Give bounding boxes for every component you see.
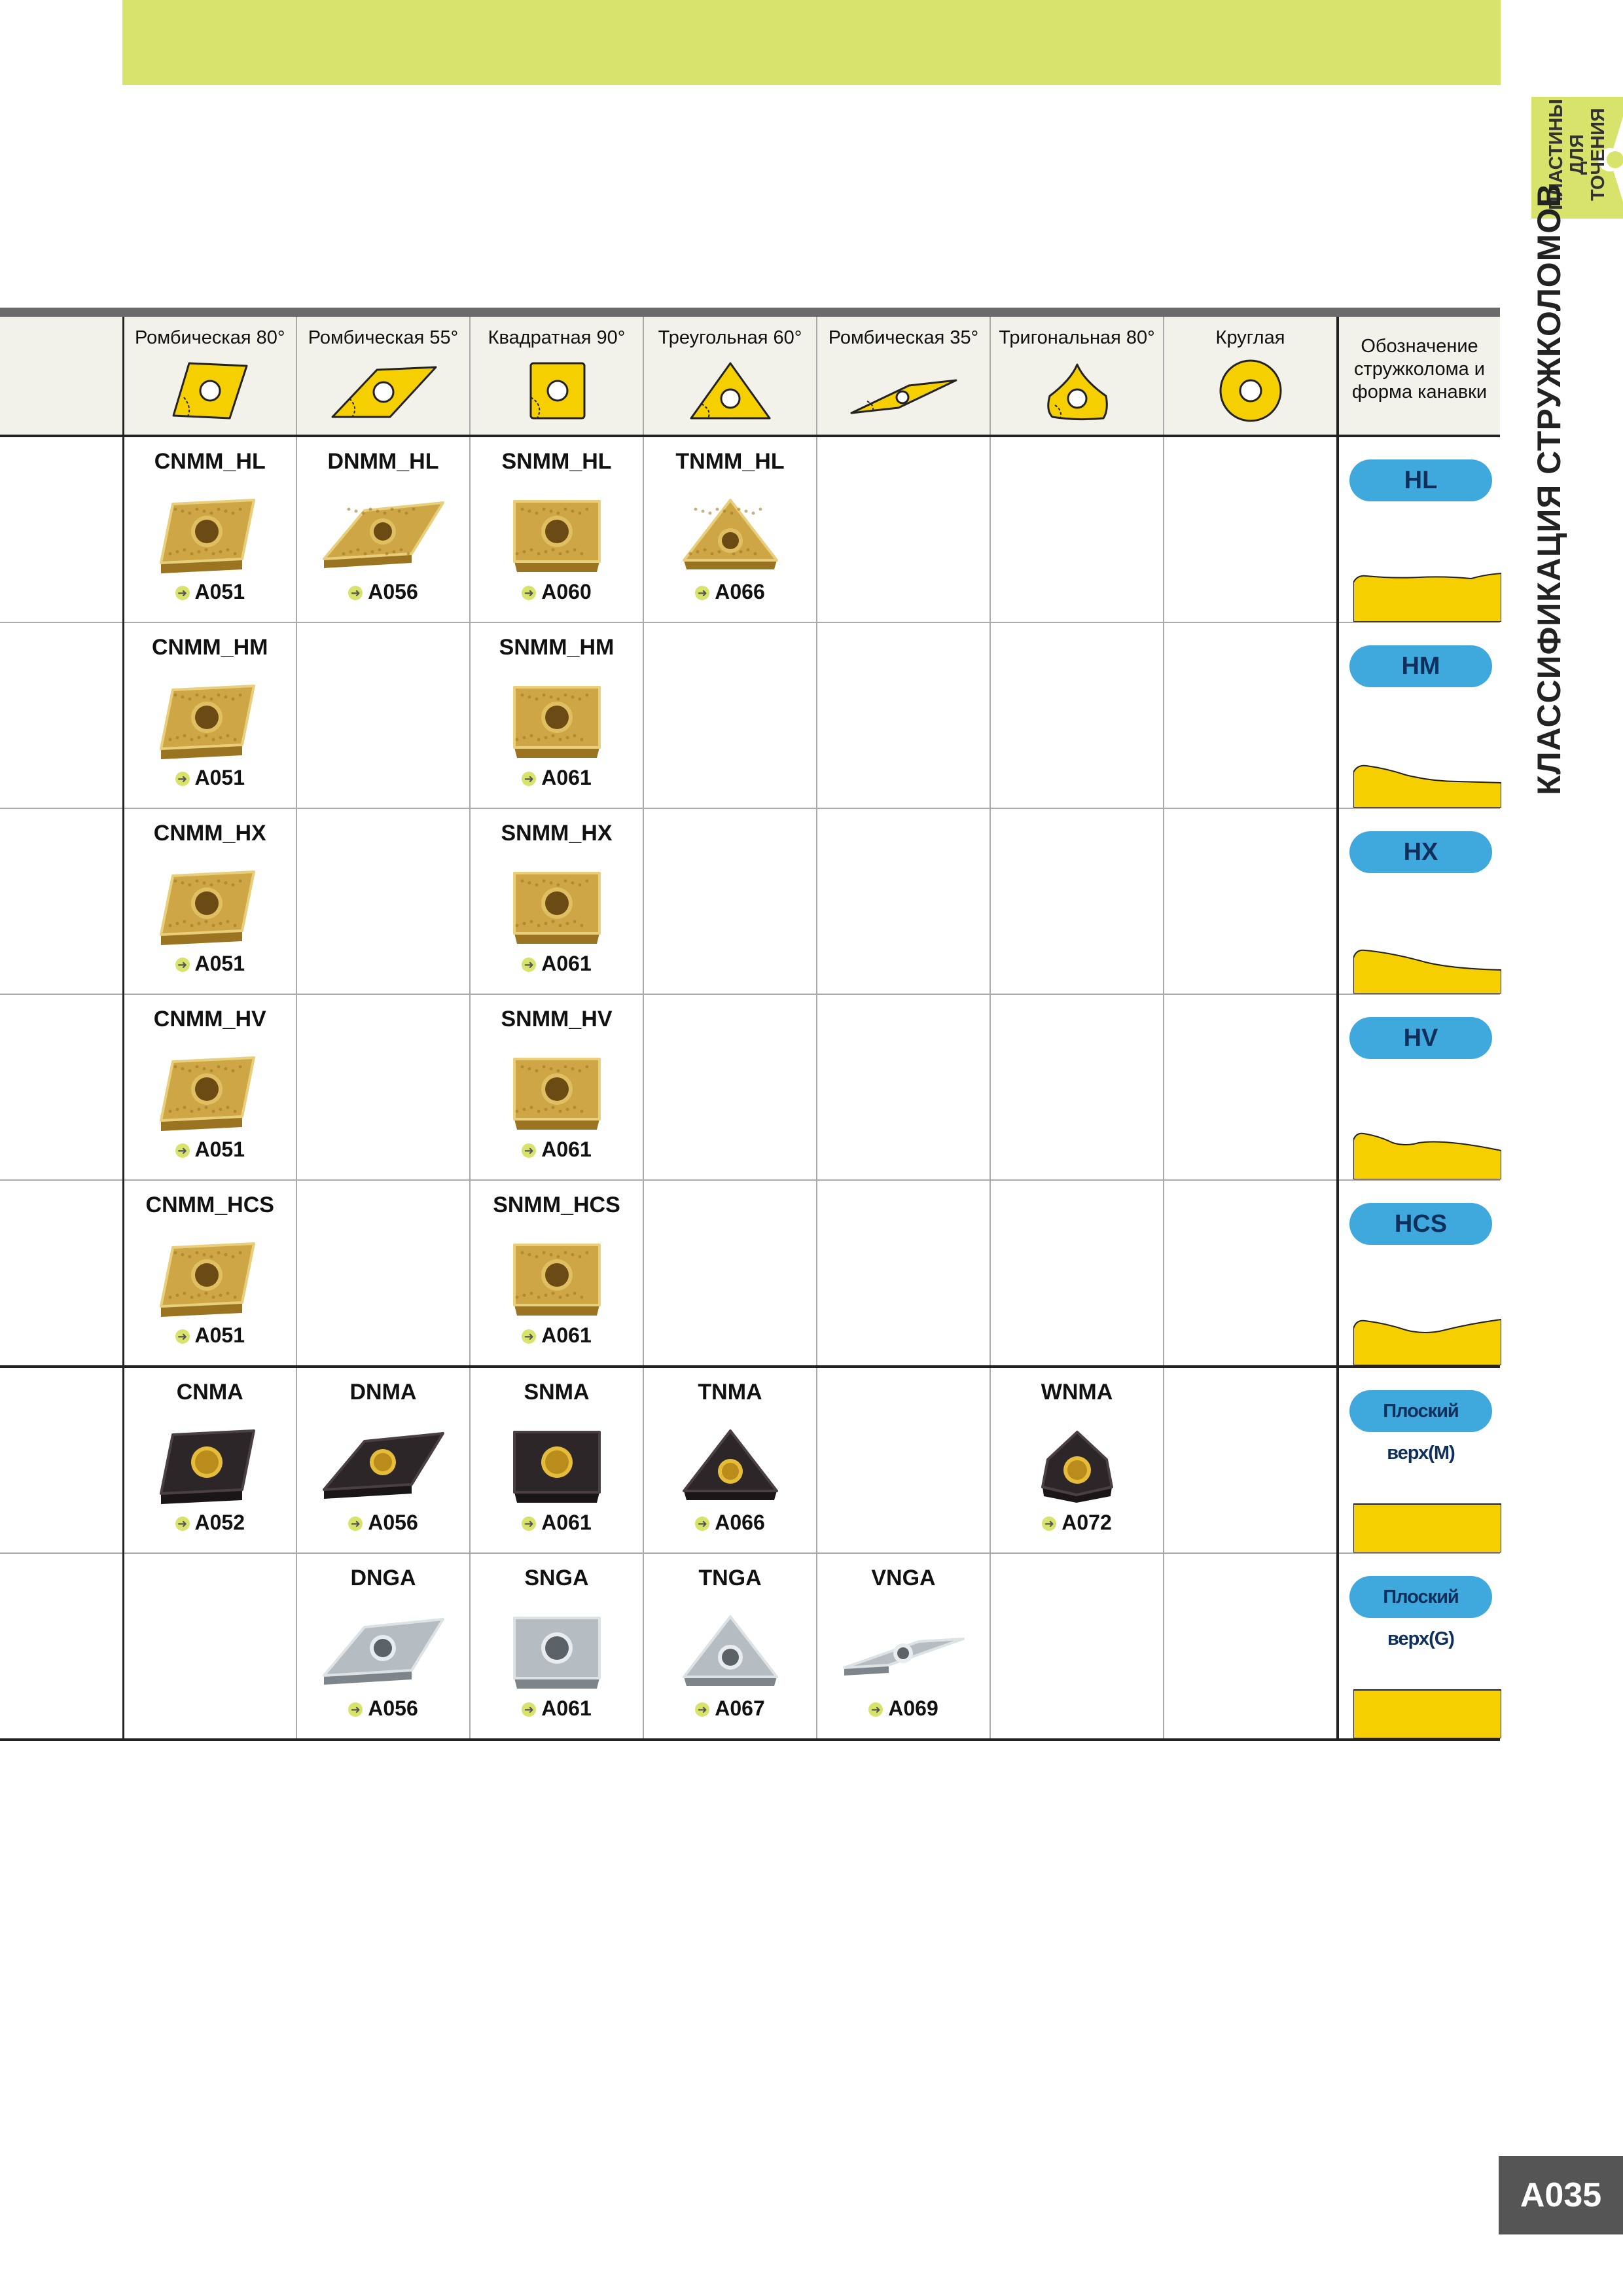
empty-cell [1164, 436, 1338, 622]
chipbreaker-badge: HL [1349, 459, 1492, 501]
shape-label: Квадратная 90° [488, 327, 626, 348]
page-reference: A061 [541, 1511, 592, 1534]
insert-code: SNMM_HM [499, 635, 615, 660]
page-reference-link[interactable] [124, 580, 296, 604]
groove-profile-icon [1353, 1313, 1501, 1365]
empty-cell [990, 436, 1164, 622]
arrow-right-icon: ➜ [175, 958, 190, 972]
arrow-right-icon: ➜ [522, 1702, 536, 1717]
chipbreaker-badge: HM [1349, 645, 1492, 687]
insert-image [488, 491, 626, 576]
page-reference: A051 [194, 1138, 245, 1161]
page-reference: A052 [194, 1511, 245, 1534]
page-reference-link[interactable] [644, 580, 816, 604]
section-tab-line-1: ПЛАСТИНЫ [1546, 99, 1567, 210]
insert-image [141, 677, 279, 762]
insert-code: TNGA [698, 1566, 762, 1590]
insert-image [488, 1049, 626, 1134]
groove-profile-icon [1353, 1500, 1501, 1552]
insert-code: SNMM_HX [501, 821, 613, 846]
chipbreaker-badge: HV [1349, 1017, 1492, 1059]
arrow-right-icon: ➜ [868, 1702, 883, 1717]
insert-cell [470, 1180, 643, 1367]
insert-cell [123, 1367, 296, 1553]
table-row [0, 994, 1500, 1180]
row-blank-cell [0, 1180, 123, 1367]
arrow-right-icon: ➜ [175, 772, 190, 786]
page-reference: A051 [194, 952, 245, 975]
insert-code: SNMM_HL [501, 449, 612, 474]
empty-cell [990, 1180, 1164, 1367]
empty-cell [643, 1180, 817, 1367]
insert-code: SNMM_HV [501, 1007, 613, 1031]
insert-image [488, 1422, 626, 1507]
insert-image [488, 1234, 626, 1319]
groove-profile-icon [1353, 1686, 1501, 1738]
page-reference: A061 [541, 1696, 592, 1720]
top-color-band [122, 0, 1501, 85]
header-shape-cell [990, 317, 1164, 436]
arrow-right-icon: ➜ [695, 586, 709, 600]
arrow-right-icon: ➜ [695, 1516, 709, 1531]
page-reference-link[interactable] [644, 1696, 816, 1721]
page-reference-link[interactable] [124, 952, 296, 976]
page-reference-link[interactable] [471, 1138, 643, 1162]
page-reference: A051 [194, 1323, 245, 1347]
insert-code: DNGA [350, 1566, 416, 1590]
empty-cell [817, 808, 990, 994]
page-reference: A056 [368, 1511, 418, 1534]
insert-cell [470, 436, 643, 622]
arrow-right-icon: ➜ [522, 586, 536, 600]
shape-label: Круглая [1215, 327, 1285, 348]
insert-code: TNMM_HL [675, 449, 785, 474]
table-row [0, 1553, 1500, 1740]
chipbreaker-legend-cell [1338, 1180, 1500, 1367]
empty-cell [1164, 994, 1338, 1180]
insert-image [488, 1607, 626, 1693]
insert-cell [643, 1553, 817, 1740]
row-blank-cell [0, 1553, 123, 1740]
header-shape-cell [817, 317, 990, 436]
insert-image [315, 1422, 452, 1507]
table-row [0, 1367, 1500, 1553]
groove-profile-icon [1353, 941, 1501, 994]
empty-cell [296, 808, 470, 994]
row-blank-cell [0, 622, 123, 808]
page-reference-link[interactable] [124, 1138, 296, 1162]
chipbreaker-badge: HCS [1349, 1203, 1492, 1245]
header-shape-cell [470, 317, 643, 436]
empty-cell [296, 994, 470, 1180]
empty-cell [817, 994, 990, 1180]
insert-cell [470, 808, 643, 994]
empty-cell [643, 622, 817, 808]
insert-image [662, 1422, 799, 1507]
insert-code: SNMA [524, 1380, 590, 1405]
chipbreaker-legend-cell [1338, 622, 1500, 808]
empty-cell [1164, 622, 1338, 808]
insert-code: CNMM_HL [154, 449, 266, 474]
arrow-right-icon: ➜ [348, 1702, 363, 1717]
page-number: A035 [1499, 2156, 1623, 2234]
legend-heading: Обозначение стружколома и форма канавки [1351, 336, 1488, 403]
arrow-right-icon: ➜ [522, 1516, 536, 1531]
insert-cell [123, 436, 296, 622]
arrow-right-icon: ➜ [175, 586, 190, 600]
chipbreaker-legend-cell [1338, 1553, 1500, 1740]
shape-label: Ромбическая 55° [308, 327, 459, 348]
insert-code: CNMM_HX [153, 821, 266, 846]
chipbreaker-badge: Плоский верх(M) [1349, 1390, 1492, 1432]
arrow-right-icon: ➜ [695, 1702, 709, 1717]
row-blank-cell [0, 994, 123, 1180]
page-reference-link[interactable] [644, 1511, 816, 1535]
round-icon [1185, 358, 1316, 423]
insert-cell [817, 1553, 990, 1740]
empty-cell [817, 1367, 990, 1553]
page-reference-link[interactable] [124, 1323, 296, 1348]
empty-cell [123, 1553, 296, 1740]
table-top-rule [0, 308, 1500, 317]
empty-cell [817, 622, 990, 808]
trigonal-80-icon [1012, 358, 1143, 423]
row-blank-cell [0, 436, 123, 622]
chipbreaker-legend-cell [1338, 1367, 1500, 1553]
insert-image [835, 1607, 972, 1693]
shape-label: Ромбическая 35° [828, 327, 979, 348]
header-row [0, 317, 1500, 436]
insert-code: CNMM_HV [153, 1007, 266, 1031]
shape-label: Треугольная 60° [658, 327, 802, 348]
page-reference-link[interactable] [471, 580, 643, 604]
triangular-60-icon [665, 358, 796, 423]
page-reference: A067 [715, 1696, 765, 1720]
rhombic-55-icon [318, 358, 449, 423]
arrow-right-icon: ➜ [1042, 1516, 1056, 1531]
arrow-right-icon: ➜ [522, 958, 536, 972]
section-tab-line-2: ДЛЯ ТОЧЕНИЯ [1567, 108, 1609, 201]
arrow-right-icon: ➜ [175, 1329, 190, 1344]
chipbreaker-badge: HX [1349, 831, 1492, 873]
insert-image [141, 1049, 279, 1134]
rhombic-35-icon [838, 358, 969, 423]
insert-image [662, 491, 799, 576]
insert-image [141, 491, 279, 576]
insert-image [488, 863, 626, 948]
page-reference: A061 [541, 766, 592, 789]
chipbreaker-legend-cell [1338, 994, 1500, 1180]
page-reference-link[interactable] [471, 1323, 643, 1348]
empty-cell [817, 436, 990, 622]
empty-cell [990, 1553, 1164, 1740]
chipbreaker-table [0, 317, 1500, 1741]
chipbreaker-legend-cell [1338, 436, 1500, 622]
page-reference: A051 [194, 766, 245, 789]
row-blank-cell [0, 808, 123, 994]
empty-cell [296, 622, 470, 808]
empty-cell [1164, 1180, 1338, 1367]
insert-code: SNGA [524, 1566, 589, 1590]
insert-code: DNMM_HL [327, 449, 439, 474]
insert-code: CNMM_HCS [145, 1193, 274, 1217]
shape-label: Ромбическая 80° [135, 327, 285, 348]
side-title: КЛАССИФИКАЦИЯ СТРУЖКОЛОМОВ [1531, 183, 1567, 795]
shape-label: Тригональная 80° [999, 327, 1155, 348]
insert-cell [123, 622, 296, 808]
insert-image [1008, 1422, 1146, 1507]
page-reference: A066 [715, 580, 765, 603]
page-reference-link[interactable] [471, 1696, 643, 1721]
arrow-right-icon: ➜ [522, 1143, 536, 1158]
arrow-right-icon: ➜ [175, 1143, 190, 1158]
insert-cell [643, 1367, 817, 1553]
header-shape-cell [1164, 317, 1338, 436]
insert-code: SNMM_HCS [493, 1193, 620, 1217]
insert-code: DNMA [349, 1380, 417, 1405]
insert-cell [123, 1180, 296, 1367]
insert-code: CNMM_HM [151, 635, 268, 660]
page-reference-link[interactable] [471, 766, 643, 790]
header-shape-cell [123, 317, 296, 436]
arrow-right-icon: ➜ [348, 1516, 363, 1531]
insert-cell [296, 1367, 470, 1553]
insert-image [488, 677, 626, 762]
page-reference-link[interactable] [124, 1511, 296, 1535]
insert-cell [470, 994, 643, 1180]
empty-cell [990, 808, 1164, 994]
insert-cell [470, 1367, 643, 1553]
insert-image [315, 1607, 452, 1693]
insert-cell [296, 1553, 470, 1740]
page-reference: A061 [541, 1138, 592, 1161]
insert-image [315, 491, 452, 576]
insert-cell [990, 1367, 1164, 1553]
page-reference: A061 [541, 952, 592, 975]
page-reference-link[interactable] [471, 1511, 643, 1535]
empty-cell [1164, 1367, 1338, 1553]
empty-cell [817, 1180, 990, 1367]
header-shape-cell [296, 317, 470, 436]
arrow-right-icon: ➜ [175, 1516, 190, 1531]
insert-cell [643, 436, 817, 622]
empty-cell [1164, 1553, 1338, 1740]
groove-profile-icon [1353, 755, 1501, 808]
page-reference-link[interactable] [297, 1511, 469, 1535]
empty-cell [643, 994, 817, 1180]
page-reference-link[interactable] [991, 1511, 1163, 1535]
insert-image [141, 863, 279, 948]
row-blank-cell [0, 1367, 123, 1553]
table-row [0, 808, 1500, 994]
empty-cell [1164, 808, 1338, 994]
header-blank-cell [0, 317, 123, 436]
page-reference: A060 [541, 580, 592, 603]
empty-cell [643, 808, 817, 994]
page-reference-link[interactable] [471, 952, 643, 976]
page-reference: A072 [1061, 1511, 1112, 1534]
table-row [0, 436, 1500, 622]
square-90-icon [491, 358, 622, 423]
chipbreaker-badge: Плоский верх(G) [1349, 1576, 1492, 1618]
rhombic-80-icon [145, 358, 276, 423]
arrow-right-icon: ➜ [348, 586, 363, 600]
insert-cell [296, 436, 470, 622]
insert-cell [123, 808, 296, 994]
arrow-right-icon: ➜ [522, 772, 536, 786]
insert-code: CNMA [176, 1380, 243, 1405]
arrow-right-icon: ➜ [522, 1329, 536, 1344]
insert-cell [470, 1553, 643, 1740]
groove-profile-icon [1353, 569, 1501, 622]
empty-cell [990, 622, 1164, 808]
insert-code: WNMA [1041, 1380, 1113, 1405]
table-row [0, 1180, 1500, 1367]
empty-cell [296, 1180, 470, 1367]
page-reference: A061 [541, 1323, 592, 1347]
insert-cell [123, 994, 296, 1180]
legend-header-cell [1338, 317, 1500, 436]
page-reference: A056 [368, 580, 418, 603]
page-reference: A066 [715, 1511, 765, 1534]
insert-image [662, 1607, 799, 1693]
groove-profile-icon [1353, 1127, 1501, 1179]
page-reference-link[interactable] [297, 1696, 469, 1721]
table-row [0, 622, 1500, 808]
chipbreaker-legend-cell [1338, 808, 1500, 994]
insert-image [141, 1234, 279, 1319]
page-reference: A056 [368, 1696, 418, 1720]
insert-image [141, 1422, 279, 1507]
page-reference-link[interactable] [124, 766, 296, 790]
page-reference-link[interactable] [817, 1696, 990, 1721]
insert-code: VNGA [871, 1566, 936, 1590]
page-reference: A069 [888, 1696, 938, 1720]
header-shape-cell [643, 317, 817, 436]
page-reference-link[interactable] [297, 580, 469, 604]
page-reference: A051 [194, 580, 245, 603]
insert-cell [470, 622, 643, 808]
empty-cell [990, 994, 1164, 1180]
insert-code: TNMA [698, 1380, 762, 1405]
